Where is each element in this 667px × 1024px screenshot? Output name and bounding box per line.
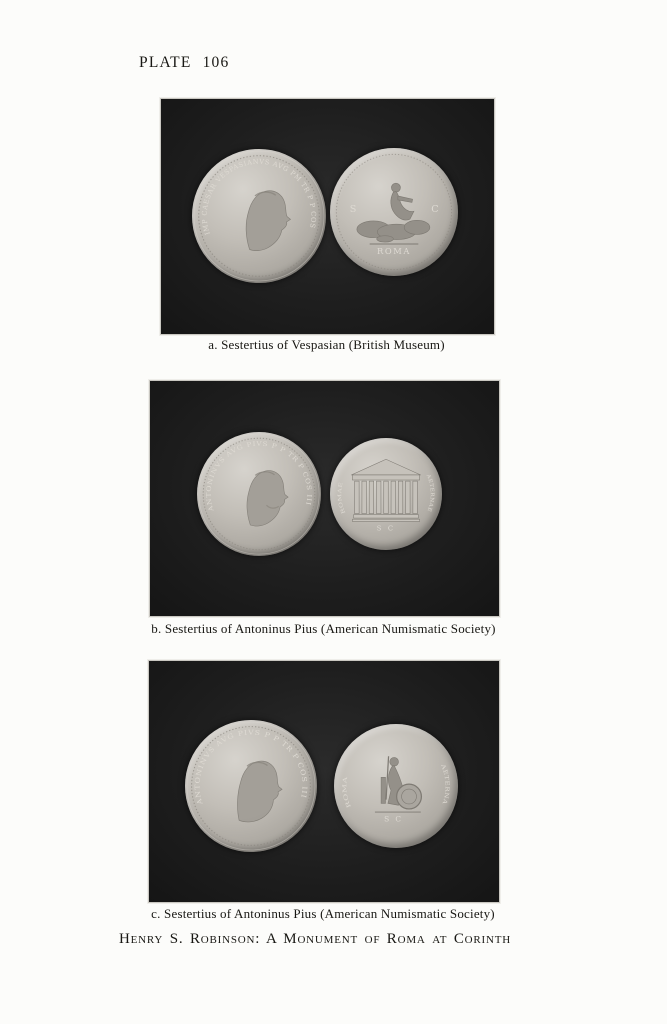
coin-c-reverse-legend-left: ROMA <box>342 778 353 809</box>
antoninus-bust <box>247 471 288 526</box>
svg-text:AETERNAE <box>424 472 434 512</box>
svg-text:ROMAE <box>337 481 347 514</box>
temple <box>351 459 420 521</box>
coin-b-reverse-legend-left: ROMAE <box>337 483 348 515</box>
coin-c-obverse-legend: ANTONINVS AVG PIVS P P TR P COS III <box>193 728 309 806</box>
coin-b-obverse-antoninus-pius <box>197 432 321 556</box>
footer-attribution: Henry S. Robinson: A Monument of Roma at Corinth <box>119 931 511 947</box>
coin-b-obverse-legend: ANTONINVS AVG PIVS P P TR P COS III <box>205 440 313 513</box>
coin-a-reverse-field-right: C <box>431 204 439 215</box>
vespasian-bust <box>246 191 290 251</box>
coin-a-reverse-roma-on-hills <box>330 148 458 276</box>
caption-c: c. Sestertius of Antoninus Pius (American Numismatic Society) <box>151 906 495 921</box>
plate-label: PLATE 106 <box>139 54 230 71</box>
coin-b-reverse-exergue: S C <box>376 524 396 533</box>
coin-c-obverse-antoninus-pius <box>185 720 317 852</box>
svg-text:AETERNA <box>439 762 450 805</box>
caption-b: b. Sestertius of Antoninus Pius (American Numismatic Society) <box>151 621 496 636</box>
coin-b-reverse-legend-right: AETERNAE <box>424 473 435 512</box>
coin-photograph-b <box>149 380 500 617</box>
roma-seated-with-shield <box>381 756 421 809</box>
coin-c-reverse-legend-right: AETERNA <box>439 763 450 804</box>
coin-b-reverse-temple <box>330 438 442 550</box>
coin-photograph-c <box>148 660 500 903</box>
coin-photograph-a <box>160 98 495 335</box>
coin-c-reverse-roma-seated <box>334 724 458 848</box>
caption-a: a. Sestertius of Vespasian (British Museum) <box>208 337 445 352</box>
coin-a-obverse-vespasian <box>192 149 326 283</box>
coin-a-reverse-exergue: ROMA <box>377 246 411 257</box>
coin-c-reverse-exergue: S C <box>384 814 403 824</box>
svg-text:ROMA <box>342 775 353 808</box>
coin-a-obverse-legend: IMP CAESAR VESPASIANVS AVG PM TR P P COS <box>200 157 318 236</box>
roma-seated-on-hills <box>357 183 430 242</box>
antoninus-draped-bust <box>237 761 282 822</box>
coin-a-reverse-field-left: S <box>349 204 357 215</box>
